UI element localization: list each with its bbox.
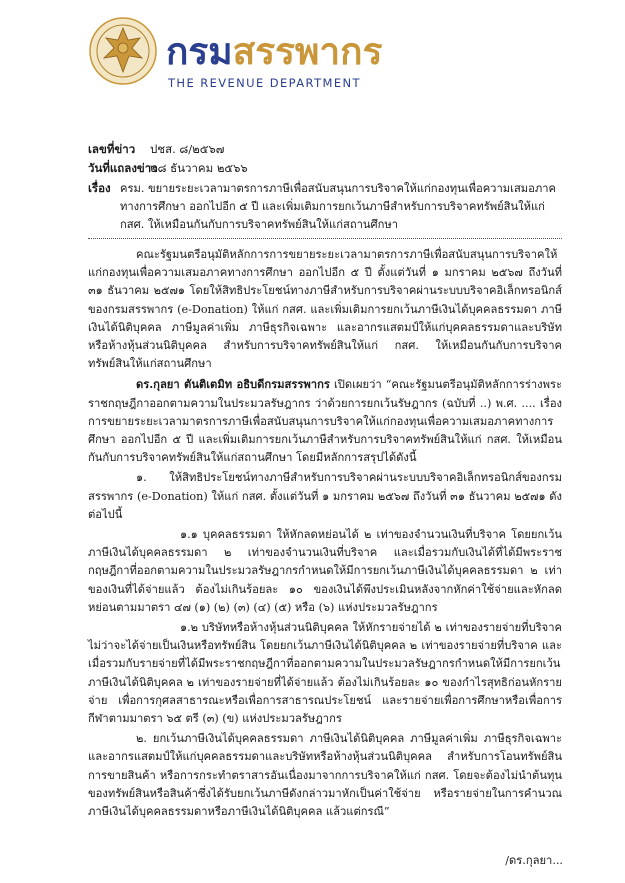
garuda-emblem-icon xyxy=(86,14,160,88)
director-name: ดร.กุลยา ตันติเตมิท อธิบดีกรมสรรพากร xyxy=(136,377,330,392)
news-number-label: เลขที่ข่าว xyxy=(88,142,136,156)
brand-thai-part2: สรรพากร xyxy=(232,30,383,73)
paragraph-4: ๑.๑ บุคคลธรรมดา ให้หักลดหย่อนได้ ๒ เท่าของจำนวนเงินที่บริจาค โดยยกเว้นภาษีเงินได้บุคคลธรรมดา ๒ เท่าของจำนวนเงินที่บริจาค และเมื่อรวมกับเงินได้ที่ได้มีพระราชกฤษฎีกาที่ออกตามความในประมวลรัษฎากรกำหนดให้มีการยกเว้นภาษีเงินได้บุคคลธรรมดา ๒ เท่า ของเงินที่ได้จ่ายแล้ว ต้องไม่เกินร้อยละ ๑๐ ของเงินได้พึงประเมินหลังจากหักค่าใช้จ่ายและหักลดหย่อนตามมาตรา ๔๗ (๑) (๒) (๓) (๔) (๕) หรือ (๖) แห่งประมวลรัษฎากร xyxy=(88,528,562,614)
paragraph-2-text: เปิดเผยว่า “คณะรัฐมนตรีอนุมัติหลักการร่างพระราชกฤษฎีกาออกตามความในประมวลรัษฎากร ว่าด้วยการยกเว้นรัษฎากร (ฉบับที่ ..) พ.ศ. .... เรื่อง การขยายระยะเวลามาตรการภาษีเพื่อสนับสนุนการบริจาคให้แก่กองทุนเพื่อความเสมอภาคทางการศึกษา ออกไปอีก ๕ ปี และเพิ่มเติมการยกเว้นภาษีสำหรับการบริจาคทรัพย์สินให้แก่ กสศ. ให้เหมือนกันกับการบริจาคทรัพย์สินให้แก่สถานศึกษา โดยมีหลักการสรุปได้ดังนี้ xyxy=(88,378,562,465)
brand-thai-part1: กรม xyxy=(166,30,233,73)
paragraph-6: ๒. ยกเว้นภาษีเงินได้บุคคลธรรมดา ภาษีเงินได้นิติบุคคล ภาษีมูลค่าเพิ่ม ภาษีธุรกิจเฉพาะ และอากรแสตมป์ให้แก่บุคคลธรรมดาและบริษัทหรือห้างหุ้นส่วนนิติบุคคล สำหรับการโอนทรัพย์สิน การขายสินค้า หรือการกระทำตราสารอันเนื่องมาจากการบริจาคให้แก่ กสศ. โดยจะต้องไม่นำต้นทุนของทรัพย์สินหรือสินค้าซึ่งได้รับยกเว้นภาษีดังกล่าวมาหักเป็นค่าใช้จ่าย หรือรายจ่ายในการคำนวณภาษีเงินได้บุคคลธรรมดาหรือภาษีเงินได้นิติบุคคล แล้วแต่กรณี” xyxy=(88,732,562,819)
press-date-label: วันที่แถลงข่าว xyxy=(88,161,158,175)
continuation-signoff: /ดร.กุลยา... xyxy=(505,854,563,867)
dotted-divider xyxy=(88,238,562,239)
paragraph-1: คณะรัฐมนตรีอนุมัติหลักการการขยายระยะเวลามาตรการภาษีเพื่อสนับสนุนการบริจาคให้แก่กองทุนเพื่อความเสมอภาคทางการศึกษา ออกไปอีก ๕ ปี ตั้งแต่วันที่ ๑ มกราคม ๒๕๖๗ ถึงวันที่ ๓๑ ธันวาคม ๒๕๗๑ โดยให้สิทธิประโยชน์ทางภาษีสำหรับการบริจาคผ่านระบบบริจาคอิเล็กทรอนิกส์ของกรมสรรพากร (e-Donation) ให้แก่ กสศ. และเพิ่มเติมการยกเว้นภาษีเงินได้บุคคลธรรมดา ภาษีเงินได้นิติบุคคล ภาษีมูลค่าเพิ่ม ภาษีธุรกิจเฉพาะ และอากรแสตมป์ให้แก่บุคคลธรรมดาและบริษัทหรือห้างหุ้นส่วนนิติบุคคล สำหรับการบริจาคทรัพย์สินให้แก่ กสศ. ให้เหมือนกันกับการบริจาคทรัพย์สินให้แก่สถานศึกษา xyxy=(88,248,562,371)
brand-thai-title xyxy=(166,32,382,72)
press-date-row xyxy=(88,159,248,177)
paragraph-2 xyxy=(88,375,562,467)
paragraph-5: ๑.๒ บริษัทหรือห้างหุ้นส่วนนิติบุคคล ให้หักรายจ่ายได้ ๒ เท่าของรายจ่ายที่บริจาคไม่ว่าจะได้จ่ายเป็นเงินหรือทรัพย์สิน โดยยกเว้นภาษีเงินได้นิติบุคคล ๒ เท่าของรายจ่ายที่บริจาค และเมื่อรวมกับรายจ่ายที่ได้มีพระราชกฤษฎีกาที่ออกตามความในประมวลรัษฎากรกำหนดให้มีการยกเว้นภาษีเงินได้นิติบุคคล ๒ เท่าของรายจ่ายที่ได้จ่ายแล้ว ต้องไม่เกินร้อยละ ๑๐ ของกำไรสุทธิก่อนหักรายจ่าย เพื่อการกุศลสาธารณะหรือเพื่อการสาธารณประโยชน์ และรายจ่ายเพื่อการศึกษาหรือเพื่อการกีฬาตามมาตรา ๖๕ ตรี (๓) (ข) แห่งประมวลรัษฎากร xyxy=(88,621,562,726)
paragraph-3: ๑. ให้สิทธิประโยชน์ทางภาษีสำหรับการบริจาคผ่านระบบบริจาคอิเล็กทรอนิกส์ของกรมสรรพากร (e-Donation) ให้แก่ กสศ. ตั้งแต่วันที่ ๑ มกราคม ๒๕๖๗ ถึงวันที่ ๓๑ ธันวาคม ๒๕๗๑ ดังต่อไปนี้ xyxy=(88,471,562,521)
brand-english-title: THE REVENUE DEPARTMENT xyxy=(168,76,361,90)
subject-text: ครม. ขยายระยะเวลามาตรการภาษีเพื่อสนับสนุนการบริจาคให้แก่กองทุนเพื่อความเสมอภาคทางการศึกษา ออกไปอีก ๕ ปี และเพิ่มเติมการยกเว้นภาษีสำหรับการบริจาคทรัพย์สินให้แก่ กสศ. ให้เหมือนกันกับการบริจาคทรัพย์สินให้แก่สถานศึกษา xyxy=(120,182,557,231)
news-number-row xyxy=(88,140,225,158)
subject-label: เรื่อง xyxy=(88,181,111,195)
press-release-body xyxy=(88,246,562,823)
press-date-value: ๒๘ ธันวาคม ๒๕๖๖ xyxy=(150,161,248,175)
news-number-value: ปชส. ๘/๒๕๖๗ xyxy=(150,142,225,156)
